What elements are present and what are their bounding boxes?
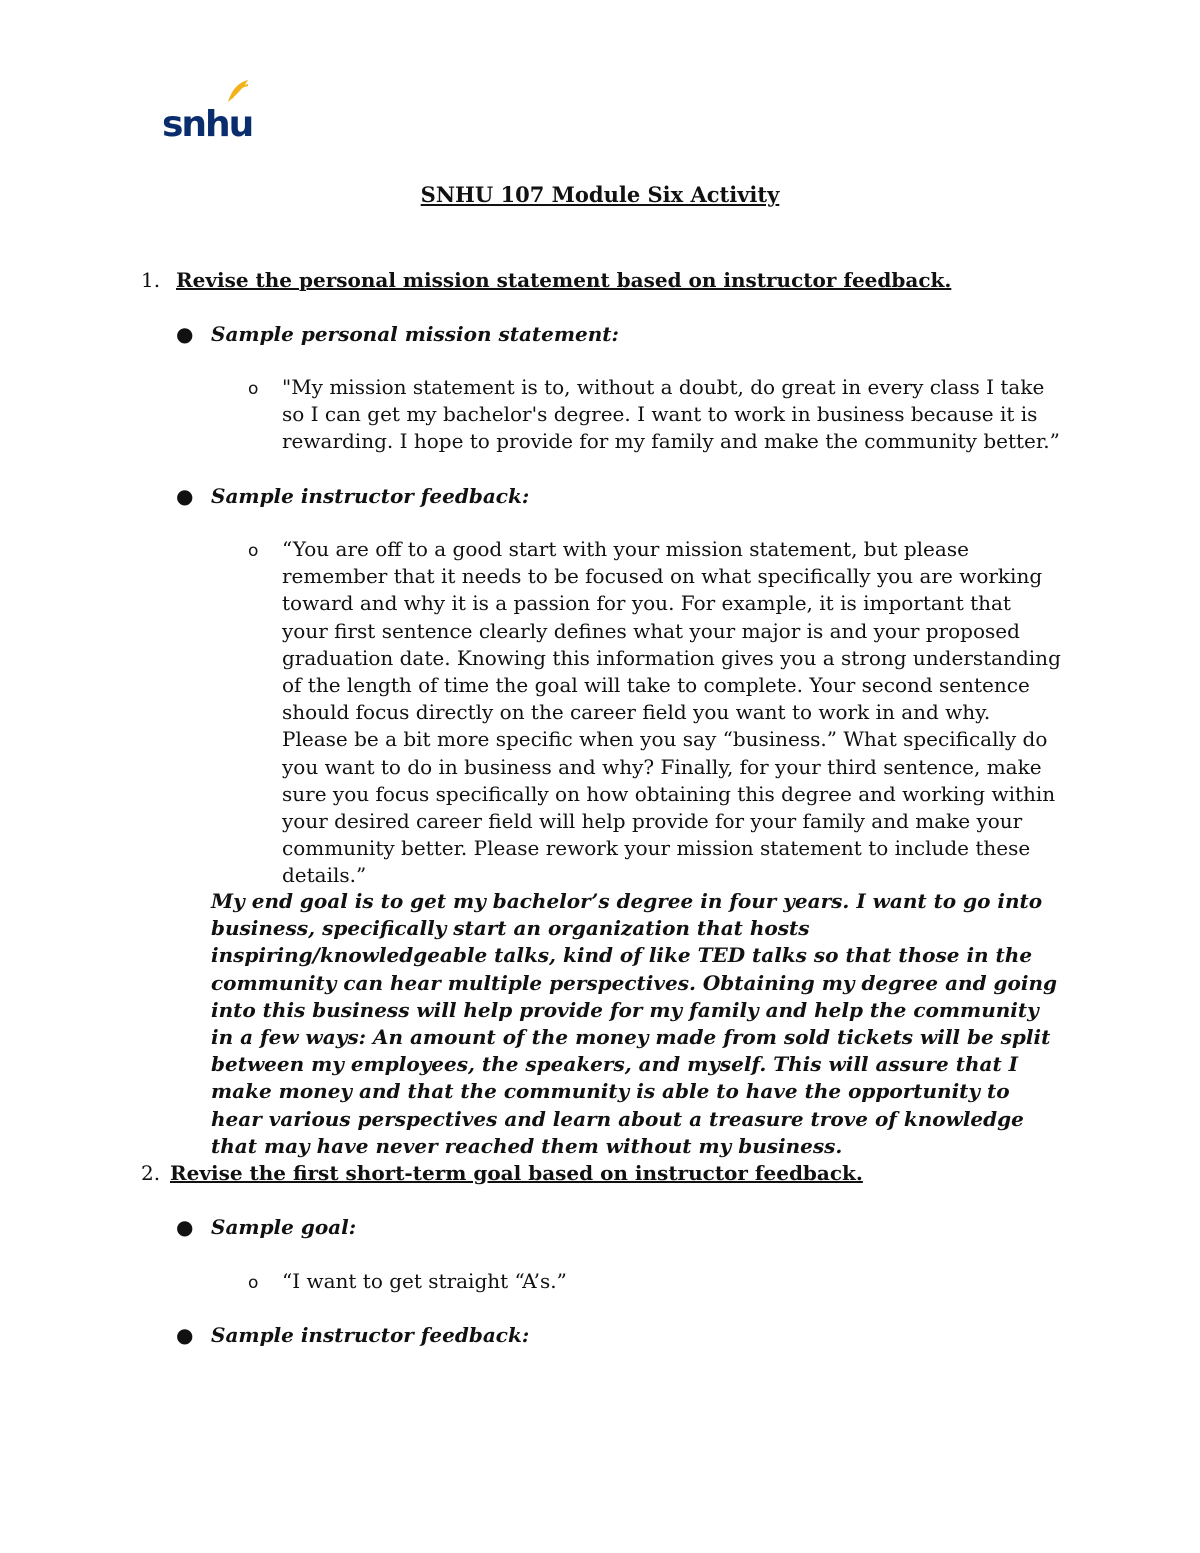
sub-bullet-icon: o — [248, 379, 259, 399]
section-1-sample-text: "My mission statement is to, without a doubt, do great in every class I take so I can get my bachelor's degree. I want to work in business because it is rewarding. I hope to provide for my family and make the community better.” — [282, 375, 1060, 454]
section-1-sample-label: Sample personal mission statement: — [211, 322, 619, 346]
bullet-icon: ● — [176, 1215, 194, 1239]
page-title: SNHU 107 Module Six Activity — [420, 182, 780, 207]
section-1-revised-answer: My end goal is to get my bachelor’s degree in four years. I want to go into business, specifically start an organization that hosts inspiring/knowledgeable talks, kind of like TED talks so that those in the community can hear multiple perspectives. Obtaining my degree and going into this business will help provide for my family and help the community in a few ways: An amount of the money made from sold tickets will be split between my employees, the speakers, and myself. This will assure that I make money and that the community is able to have the opportunity to hear various perspectives and learn about a treasure trove of knowledge that may have never reached them without my business. — [211, 889, 1057, 1158]
section-2-heading: Revise the first short-term goal based on instructor feedback. — [170, 1161, 863, 1185]
section-2-number: 2. — [141, 1161, 161, 1185]
section-1-heading: Revise the personal mission statement based on instructor feedback. — [176, 268, 952, 292]
section-1-feedback-label: Sample instructor feedback: — [211, 484, 530, 508]
section-2-sample-label: Sample goal: — [211, 1215, 357, 1239]
sub-bullet-icon: o — [248, 1273, 259, 1293]
sub-bullet-icon: o — [248, 541, 259, 561]
section-2-sample-text: “I want to get straight “A’s.” — [282, 1269, 567, 1293]
bullet-icon: ● — [176, 1323, 194, 1347]
section-2-feedback-label: Sample instructor feedback: — [211, 1323, 530, 1347]
section-1-number: 1. — [141, 268, 161, 292]
section-1-feedback-text: “You are off to a good start with your mission statement, but please remember that it needs to be focused on what specifically you are working toward and why it is a passion for you. For example, it is important that your first sentence clearly defines what your major is and your proposed graduation date. Knowing this information gives you a strong understanding of the length of time the goal will take to complete. Your second sentence should focus directly on the career field you want to work in and why. Please be a bit more specific when you say “business.” What specifically do you want to do in business and why? Finally, for your third sentence, make sure you focus specifically on how obtaining this degree and working within your desired career field will help provide for your family and make your community better. Please rework your mission statement to include these details.” — [282, 537, 1061, 888]
snhu-logo-mark — [162, 76, 254, 142]
bullet-icon: ● — [176, 322, 194, 346]
snhu-logo — [162, 76, 254, 142]
bullet-icon: ● — [176, 484, 194, 508]
logo-wordmark: snhu — [162, 104, 253, 142]
